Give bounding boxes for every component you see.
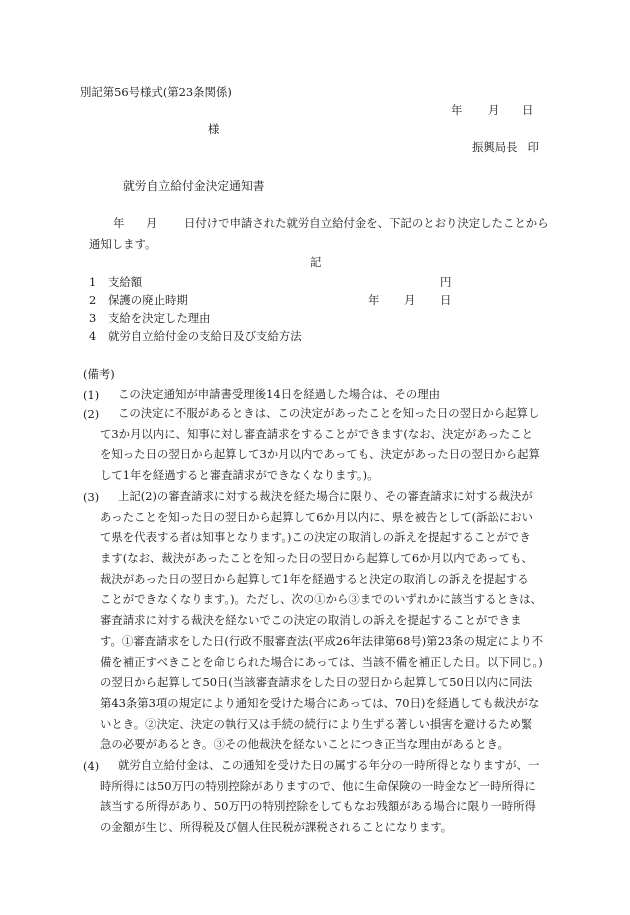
item-2-label: 保護の廃止時期: [108, 293, 188, 307]
intro-line-2: 通知します。: [89, 237, 157, 251]
remark-2: [83, 403, 563, 486]
issue-date-day: 日: [522, 103, 534, 117]
item-1: [0, 277, 630, 291]
addressee: 様: [208, 122, 220, 136]
remark-line: の金額が生じ、所得税及び個人住民税が課税されることになります。: [100, 820, 453, 835]
intro-text: 日付けで申請された就労自立給付金を、下記のとおり決定したことから: [184, 216, 549, 230]
item-4: [0, 331, 630, 345]
item-3: [0, 313, 630, 327]
remark-line: 該当する所得があり、50万円の特別控除をしてもなお残額がある場合に限り一時所得: [100, 799, 536, 814]
document-title: 就労自立給付金決定通知書: [123, 179, 265, 193]
remark-line: 上記(2)の審査請求に対する裁決を経た場合に限り、その審査請求に対する裁決が: [118, 489, 533, 503]
issuer-title: 振興局長: [472, 140, 518, 154]
remark-line: この決定通知が申請書受理後14日を経過した場合は、その理由: [118, 387, 441, 401]
remark-line: 審査請求に対する裁決を経ないでこの決定の取消しの訴えを提起することができま: [100, 613, 522, 628]
remark-line: 第43条第3項の規定により通知を受けた場合にあっては、70日)を経過しても裁決がな: [100, 695, 540, 710]
form-label: 別記第56号様式(第23条関係): [80, 85, 232, 99]
remark-1-body: [100, 384, 563, 405]
issue-date-year: 年: [451, 103, 463, 117]
remark-line: す。①審査請求をした日(行政不服審査法(平成26年法律第68号)第23条の規定により不: [100, 633, 544, 648]
remark-line: して1年を経過すると審査請求ができなくなります。)。: [100, 468, 379, 483]
item-2-day: 日: [440, 293, 452, 307]
remark-line: この決定に不服があるときは、この決定があったことを知った日の翌日から起算し: [118, 406, 540, 420]
remark-4: [83, 755, 563, 838]
remark-3-number: (3): [83, 490, 100, 504]
remark-line: いとき。②決定、決定の執行又は手続の続行により生ずる著しい損害を避けるため緊: [100, 716, 533, 731]
remark-line: ます(なお、裁決があったことを知った日の翌日から起算して6か月以内であっても、: [100, 551, 533, 566]
issuer-seal: 印: [527, 140, 539, 154]
intro-month: 月: [146, 216, 158, 230]
item-4-number: 4: [89, 329, 97, 343]
remark-line: の翌日から起算して50日(当該審査請求をした日の翌日から起算して50日以内に同法: [100, 675, 533, 690]
remark-1: [83, 384, 563, 405]
item-1-label: 支給額: [108, 275, 143, 289]
remark-line: を知った日の翌日から起算して3か月以内であっても、決定があった日の翌日から起算: [100, 447, 540, 462]
remark-3: [83, 486, 563, 755]
item-3-number: 3: [89, 311, 97, 325]
remark-line: て3か月以内に、知事に対し審査請求をすることができます(なお、決定があったこと: [100, 426, 534, 441]
remark-line: あったことを知った日の翌日から起算して6か月以内に、県を被告として(訴訟におい: [100, 509, 534, 524]
remark-line: 急の必要があるとき。③その他裁決を経ないことにつき正当な理由があるとき。: [100, 737, 509, 752]
item-2-month: 月: [404, 293, 416, 307]
remark-2-number: (2): [83, 407, 100, 421]
remark-line: 時所得には50万円の特別控除がありますので、他に生命保険の一時金など一時所得に: [100, 778, 536, 793]
item-4-label: 就労自立給付金の支給日及び支給方法: [108, 329, 302, 343]
remarks-heading: (備考): [83, 367, 115, 381]
item-3-label: 支給を決定した理由: [108, 311, 211, 325]
ki-heading: 記: [310, 255, 322, 269]
remark-line: 就労自立給付金は、この通知を受けた日の属する年分の一時所得となりますが、一: [118, 758, 540, 772]
remark-3-body: [100, 486, 563, 755]
remark-line: 裁決があった日の翌日から起算して1年を経過すると決定の取消しの訴えを提起する: [100, 571, 529, 586]
remark-line: て県を代表する者は知事となります。)この決定の取消しの訴えを提起することができ: [100, 530, 531, 545]
intro-year: 年: [113, 216, 125, 230]
remark-line: ことができなくなります。)。ただし、次の①から③までのいずれかに該当するときは、: [100, 592, 543, 607]
intro-line-1: [0, 218, 630, 232]
item-1-unit: 円: [440, 275, 452, 289]
remark-1-number: (1): [83, 388, 100, 402]
item-2-year: 年: [368, 293, 380, 307]
item-1-number: 1: [89, 275, 97, 289]
remark-4-body: [100, 755, 563, 838]
remark-line: 備を補正すべきことを命じられた場合にあっては、当該不備を補正した日。以下同じ。): [100, 654, 543, 669]
remark-2-body: [100, 403, 563, 486]
issue-date-month: 月: [488, 103, 500, 117]
item-2: [0, 295, 630, 309]
issue-date: [0, 105, 630, 119]
issuer: [472, 142, 539, 153]
item-2-number: 2: [89, 293, 97, 307]
remark-4-number: (4): [83, 759, 100, 773]
